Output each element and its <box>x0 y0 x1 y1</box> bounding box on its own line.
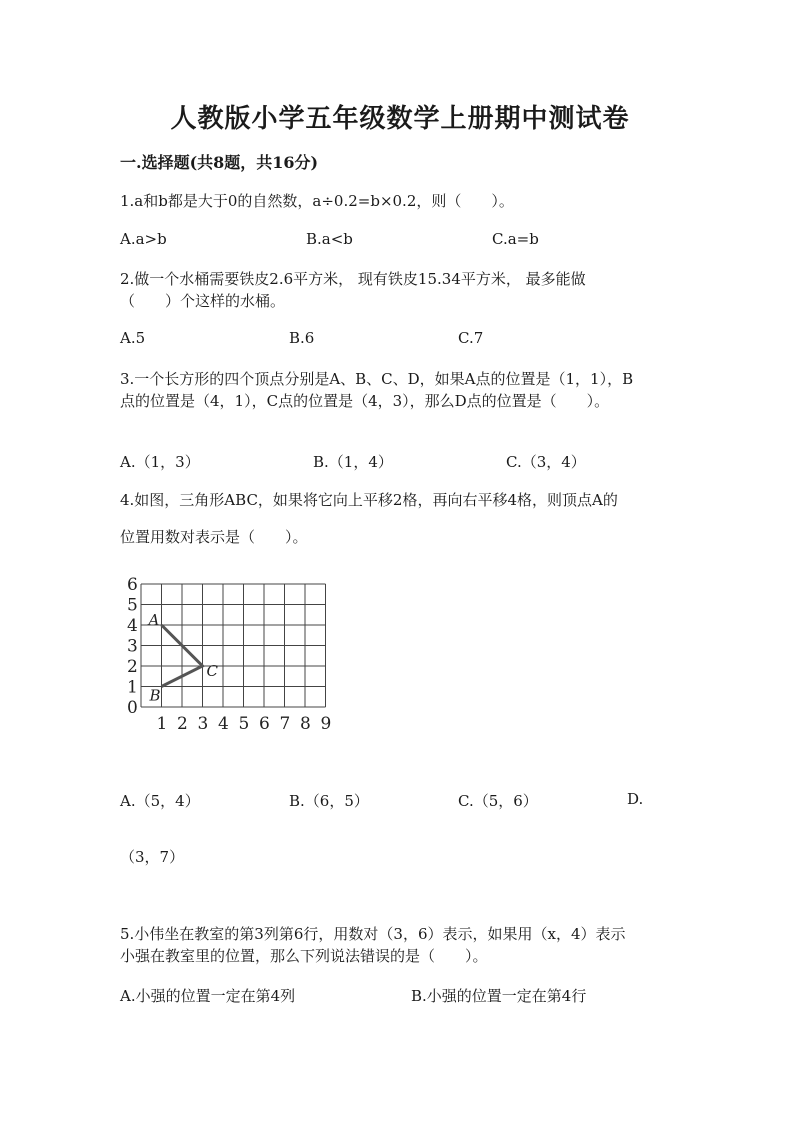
y-tick-label: 6 <box>127 575 138 595</box>
y-tick-label: 3 <box>127 636 138 657</box>
point-label-a: A <box>148 611 160 629</box>
y-tick-label: 4 <box>127 616 138 636</box>
question-2-stem-line-2: （ ）个这样的水桶。 <box>120 292 286 310</box>
question-2-option-a: A.5 <box>120 329 146 347</box>
question-5-stem-line-1: 5.小伟坐在教室的第3列第6行，用数对（3，6）表示，如果用（x，4）表示 <box>120 925 626 943</box>
question-5-option-b: B.小强的位置一定在第4行 <box>411 987 587 1005</box>
y-tick-label: 5 <box>127 595 138 616</box>
section-heading: 一.选择题(共8题，共16分) <box>120 153 319 172</box>
question-4-option-d: D. <box>627 790 644 808</box>
question-1-option-a: A.a>b <box>120 230 167 248</box>
question-5-stem-line-2: 小强在教室里的位置，那么下列说法错误的是（ ）。 <box>120 947 488 965</box>
question-3-option-a: A.（1，3） <box>120 453 200 471</box>
x-tick-label: 2 <box>177 714 188 734</box>
question-3-option-b: B.（1，4） <box>313 453 393 471</box>
question-2-stem-line-1: 2.做一个水桶需要铁皮2.6平方米， 现有铁皮15.34平方米， 最多能做 <box>120 270 586 288</box>
y-tick-label: 0 <box>127 698 138 718</box>
question-5-option-a: A.小强的位置一定在第4列 <box>120 987 296 1005</box>
x-tick-label: 1 <box>156 714 168 734</box>
question-4-option-c: C.（5，6） <box>458 792 538 810</box>
question-4-stem-line-2: 位置用数对表示是（ ）。 <box>120 528 308 546</box>
question-1-option-c: C.a=b <box>492 230 539 248</box>
x-tick-label: 4 <box>218 714 229 734</box>
y-tick-label: 2 <box>127 657 138 677</box>
page-title: 人教版小学五年级数学上册期中测试卷 <box>170 104 630 134</box>
x-tick-label: 8 <box>300 714 311 734</box>
tick-labels <box>127 575 331 734</box>
x-tick-label: 5 <box>238 714 250 734</box>
x-tick-label: 9 <box>320 714 332 734</box>
point-label-c: C <box>206 662 218 680</box>
point-label-b: B <box>149 686 161 705</box>
question-2-option-c: C.7 <box>458 329 484 347</box>
x-tick-label: 7 <box>279 714 291 734</box>
question-1-option-b: B.a<b <box>306 230 353 248</box>
grid-lines <box>141 584 326 707</box>
x-tick-label: 3 <box>197 714 209 734</box>
question-4-stem-line-1: 4.如图，三角形ABC，如果将它向上平移2格，再向右平移4格，则顶点A的 <box>120 491 618 509</box>
question-2-option-b: B.6 <box>289 329 315 347</box>
coordinate-grid-figure <box>118 575 332 750</box>
question-1-stem: 1.a和b都是大于0的自然数，a÷0.2=b×0.2，则（ ）。 <box>120 192 514 210</box>
y-tick-label: 1 <box>127 677 138 698</box>
question-4-option-a: A.（5，4） <box>120 792 200 810</box>
x-tick-label: 6 <box>259 714 270 734</box>
question-3-stem-line-1: 3.一个长方形的四个顶点分别是A、B、C、D，如果A点的位置是（1，1），B <box>120 370 634 388</box>
question-4-option-b: B.（6，5） <box>289 792 369 810</box>
question-3-stem-line-2: 点的位置是（4，1），C点的位置是（4，3），那么D点的位置是（ ）。 <box>120 392 610 410</box>
question-3-option-c: C.（3，4） <box>506 453 586 471</box>
question-4-option-d-value: （3，7） <box>120 848 185 866</box>
